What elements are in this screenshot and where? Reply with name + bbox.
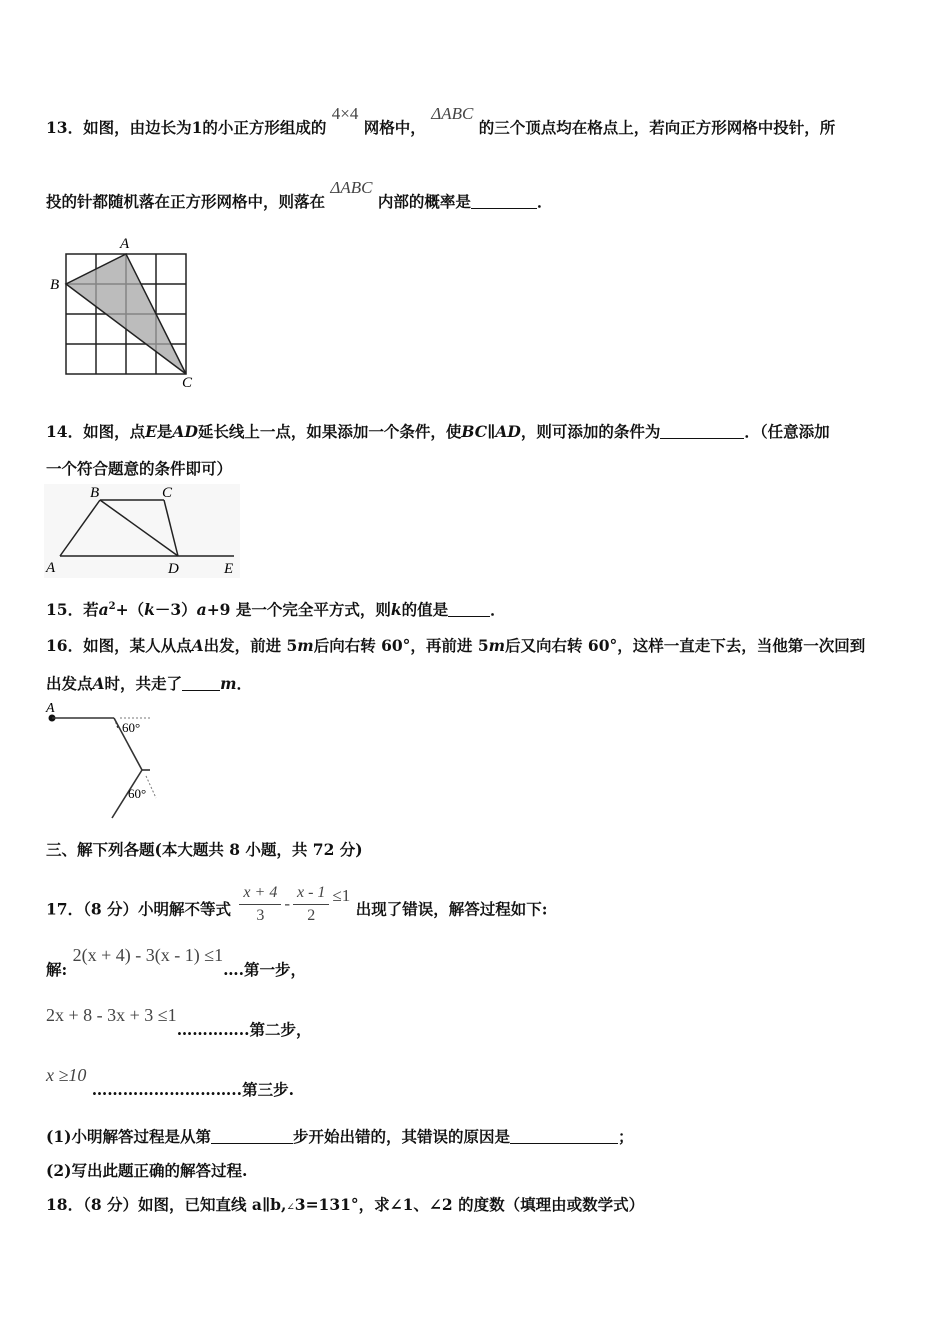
q13-label-a: A bbox=[120, 236, 130, 252]
q14-label-a: A bbox=[46, 560, 56, 576]
q17-reason-blank[interactable] bbox=[510, 1129, 618, 1144]
q16-line1 bbox=[46, 634, 865, 656]
q13-text-2: 的小正方形组成的 bbox=[202, 118, 327, 137]
q14-trapezoid-figure bbox=[44, 484, 240, 578]
q15-text-2: +（ bbox=[115, 600, 145, 619]
q15-exponent: 2 bbox=[108, 600, 116, 612]
q17-line1 bbox=[46, 884, 548, 933]
q16-path-figure bbox=[44, 700, 174, 824]
q14-line1 bbox=[46, 420, 830, 442]
q17-part1-text-2: 步开始出错的，其错误的原因是 bbox=[292, 1127, 510, 1146]
q16-unit-2: m bbox=[488, 636, 506, 655]
q17-frac1-den: 3 bbox=[256, 907, 265, 924]
q15-text-end: ． bbox=[490, 600, 506, 619]
q16-unit-3: m bbox=[220, 674, 237, 693]
q15-text-4: +9 是一个完全平方式，则 bbox=[206, 600, 391, 619]
q13-line2 bbox=[46, 178, 553, 212]
q14-parallel: BC∥AD bbox=[461, 422, 521, 441]
q18-text-1: 18．（8 分）如图，已知直线 a∥b, bbox=[46, 1195, 287, 1214]
q16-text-1: 16．如图，某人从点 bbox=[46, 636, 192, 655]
q16-label-a: A bbox=[46, 701, 55, 716]
q13-text-3: 网格中， bbox=[363, 118, 426, 137]
q13-text-end: ． bbox=[536, 192, 553, 211]
q17-step1-expr: 2(x + 4) - 3(x - 1) ≤1 bbox=[72, 945, 224, 965]
q14-label-c: C bbox=[162, 485, 173, 501]
q16-line2 bbox=[46, 672, 252, 694]
q17-fraction-1 bbox=[239, 882, 281, 927]
q15-text-5: 的值是 bbox=[401, 600, 449, 619]
q16-text-2: 出发，前进 5 bbox=[203, 636, 298, 655]
q17-frac2-den: 2 bbox=[307, 907, 316, 924]
q17-text-1: 17．（8 分）小明解不等式 bbox=[46, 899, 232, 919]
q17-frac2-num: x - 1 bbox=[293, 882, 329, 905]
q17-step1-text: ….第一步， bbox=[223, 960, 307, 979]
q18-angle-symbol: ∠ bbox=[286, 1202, 295, 1213]
q16-text-6: 时，共走了 bbox=[104, 674, 183, 693]
q13-triangle-label: ΔABC bbox=[431, 104, 474, 123]
q16-text-5: 出发点 bbox=[46, 674, 93, 693]
section-3-heading: 三、解下列各题(本大题共 8 小题，共 72 分) bbox=[46, 840, 363, 859]
q15-answer-blank[interactable] bbox=[448, 602, 490, 617]
q16-unit-1: m bbox=[297, 636, 314, 655]
q17-step3 bbox=[46, 1065, 294, 1100]
q18-line bbox=[46, 1193, 644, 1215]
q14-line2: 一个符合题意的条件即可） bbox=[46, 459, 233, 478]
q14-var-ad: AD bbox=[172, 422, 198, 441]
q17-text-2: 出现了错误，解答过程如下: bbox=[355, 899, 548, 919]
q16-var-a2: A bbox=[92, 674, 105, 693]
q17-step3-text: ………………………..第三步. bbox=[91, 1080, 294, 1099]
q13-triangle-label-2: ΔABC bbox=[330, 178, 373, 197]
q17-step3-expr: x ≥10 bbox=[46, 1065, 87, 1085]
q17-step1 bbox=[46, 945, 307, 980]
q14-text-1: 14．如图，点 bbox=[46, 422, 146, 441]
q17-frac1-num: x + 4 bbox=[239, 882, 281, 905]
q16-angle-2: 60° bbox=[128, 786, 147, 801]
q14-text-2: 是 bbox=[156, 422, 173, 441]
q13-text-6: 内部的概率是 bbox=[377, 192, 471, 211]
q13-label-b: B bbox=[50, 277, 60, 293]
q17-step-blank[interactable] bbox=[211, 1129, 293, 1144]
q15-var-k2: k bbox=[390, 600, 402, 619]
q16-text-3: 后向右转 60°，再前进 5 bbox=[313, 636, 489, 655]
q13-label-c: C bbox=[182, 375, 193, 390]
q17-solution-label: 解: bbox=[46, 960, 68, 979]
q13-text-5: 投的针都随机落在正方形网格中，则落在 bbox=[46, 192, 326, 211]
q17-part1-end: ； bbox=[617, 1127, 634, 1146]
q17-le: ≤1 bbox=[332, 885, 351, 905]
q17-part1-text-1: (1)小明解答过程是从第 bbox=[46, 1127, 211, 1146]
q17-step2-expr: 2x + 8 - 3x + 3 ≤1 bbox=[46, 1005, 177, 1025]
q13-text-4: 的三个顶点均在格点上，若向正方形网格中投针，所 bbox=[478, 118, 836, 137]
q17-minus: - bbox=[284, 893, 290, 913]
q14-label-b: B bbox=[90, 485, 100, 501]
q14-answer-blank[interactable] bbox=[660, 424, 744, 439]
q17-fraction-2 bbox=[293, 882, 329, 927]
q15-var-k: k bbox=[144, 600, 155, 619]
q13-num-1: 1 bbox=[191, 118, 203, 137]
q17-step2 bbox=[46, 1005, 312, 1040]
q16-text-4: 后又向右转 60°，这样一直走下去，当他第一次回到 bbox=[505, 636, 866, 655]
q16-var-a: A bbox=[191, 636, 204, 655]
q17-part2: (2)写出此题正确的解答过程. bbox=[46, 1161, 248, 1180]
q15-text-3: －3） bbox=[154, 600, 197, 619]
q17-step2-text: …………..第二步， bbox=[176, 1020, 312, 1039]
q14-label-e: E bbox=[224, 561, 234, 577]
q15-var-a2: a bbox=[196, 600, 207, 619]
q16-angle-1: 60° bbox=[122, 720, 141, 735]
q13-grid-expr: 4×4 bbox=[331, 104, 359, 123]
q13-grid-figure bbox=[44, 232, 204, 390]
q15-var-a: a bbox=[98, 600, 109, 619]
q16-text-end: ． bbox=[236, 674, 252, 693]
q13-line1 bbox=[46, 104, 836, 138]
q14-text-4: ，则可添加的条件为 bbox=[520, 422, 661, 441]
q17-part1 bbox=[46, 1125, 633, 1147]
q18-text-2: 3=131°，求∠1、∠2 的度数（填理由或数学式） bbox=[294, 1195, 645, 1214]
q14-var-e: E bbox=[145, 422, 157, 441]
q15-line bbox=[46, 598, 506, 620]
q14-text-5: ．（任意添加 bbox=[744, 422, 830, 441]
q15-text-1: 15．若 bbox=[46, 600, 99, 619]
q16-answer-blank[interactable] bbox=[182, 676, 220, 691]
q14-label-d: D bbox=[168, 561, 179, 577]
q13-answer-blank[interactable] bbox=[471, 194, 537, 209]
q14-text-3: 延长线上一点，如果添加一个条件，使 bbox=[197, 422, 462, 441]
q13-text-1: 13．如图，由边长为 bbox=[46, 118, 192, 137]
